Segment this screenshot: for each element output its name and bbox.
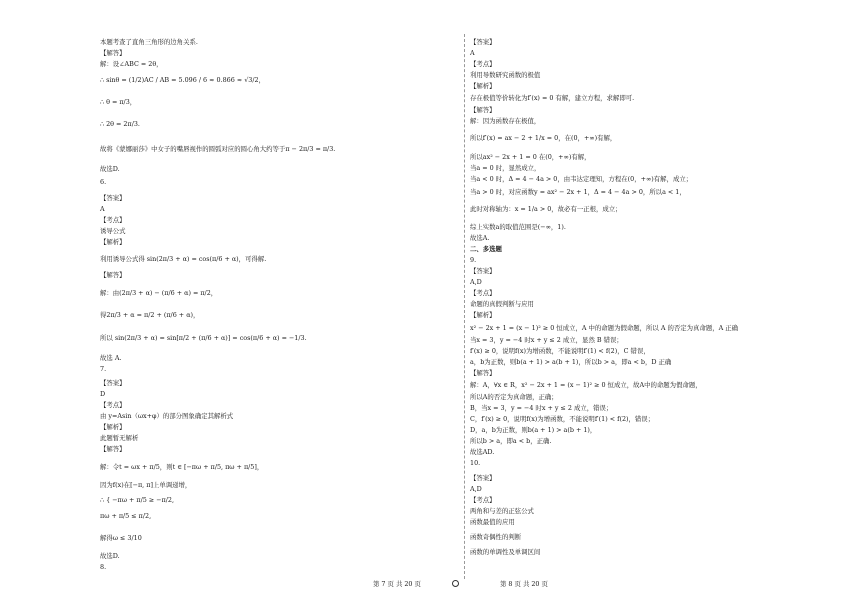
text-line: 【解析】 xyxy=(470,82,496,90)
text-line: 诱导公式 xyxy=(100,227,126,235)
text-line: 【解析】 xyxy=(470,311,496,319)
text-line: 二、多选题 xyxy=(470,245,502,253)
text-line: 解：由(2π/3 + α) − (π/6 + α) = π/2， xyxy=(100,289,218,297)
text-line: 由 y=Asin（ωx+φ）的部分图象确定其解析式 xyxy=(100,412,234,420)
text-line: ∴ θ = π/3， xyxy=(100,98,137,106)
text-line: 解：因为函数存在极值， xyxy=(470,117,541,125)
text-line: D xyxy=(100,390,106,398)
text-line: 【解析】 xyxy=(100,238,126,246)
text-line: 所以ax² − 2x + 1 = 0 在(0，+∞)有解， xyxy=(470,153,591,161)
text-line: 9. xyxy=(470,256,477,264)
text-line: 【解答】 xyxy=(100,49,126,57)
text-line: 所以A的否定为真命题，正确； xyxy=(470,393,558,401)
text-line: 故将《蒙娜丽莎》中女子的嘴唇视作的圆弧对应的圆心角大约等于π − 2π/3 = π/3. xyxy=(100,145,336,153)
text-line: 因为f(x)在[−π, π]上单调递增， xyxy=(100,481,192,489)
text-line: 得2π/3 + α = π/2 + (π/6 + α)， xyxy=(100,311,200,319)
text-line: a，b为正数，则b(a + 1) > a(b + 1)，所以b > a，即a < b，D 正确 xyxy=(470,358,672,366)
text-line: B，当x = 3，y = −4 时x + y ≤ 2 成立，错误； xyxy=(470,404,613,412)
text-line: 【考点】 xyxy=(470,60,496,68)
text-line: A,D xyxy=(470,278,482,286)
text-line: A,D xyxy=(470,485,482,493)
text-line: ∴ sinθ = (1/2)AC / AB = 5.096 / 6 ≈ 0.866 ≈ √3/2， xyxy=(100,76,265,84)
text-line: 当a > 0 时，对应函数y = ax² − 2x + 1，Δ = 4 − 4a > 0，所以a < 1， xyxy=(470,188,686,196)
text-line: 【考点】 xyxy=(100,401,126,409)
text-line: 函数最值的应用 xyxy=(470,518,515,526)
text-line: 本题考查了直角三角形的边角关系. xyxy=(100,38,198,46)
text-line: 命题的真假判断与应用 xyxy=(470,300,534,308)
text-line: 当x = 3，y = −4 时x + y ≤ 2 成立，显然 B 错误； xyxy=(470,336,623,344)
text-line: 【解答】 xyxy=(470,369,496,377)
text-line: 所以f′(x) = ax − 2 + 1/x = 0，在(0，+∞)有解， xyxy=(470,134,617,142)
text-line: 【答案】 xyxy=(470,38,496,46)
text-line: 函数奇偶性的判断 xyxy=(470,533,522,541)
text-line: 【解答】 xyxy=(470,106,496,114)
text-line: 存在极值等价转化为f′(x) = 0 有解，建立方程，求解即可. xyxy=(470,94,635,102)
binding-hole-icon xyxy=(452,580,459,587)
text-line: πω + π/5 ≤ π/2, xyxy=(100,512,152,520)
text-line: 所以b > a，即a < b，正确. xyxy=(470,437,552,445)
text-line: 当a = 0 时，显然成立， xyxy=(470,164,541,172)
text-line: 故选 A. xyxy=(100,354,122,362)
text-line: 【答案】 xyxy=(470,474,496,482)
text-line: 【考点】 xyxy=(100,216,126,224)
text-line: 当a < 0 时，Δ = 4 − 4a > 0，由韦达定理知，方程在(0，+∞)有解，成立； xyxy=(470,175,693,183)
text-line: 故选AD. xyxy=(470,448,495,456)
text-line: 所以 sin(2π/3 + α) = sin[π/2 + (π/6 + α)] = cos(π/6 + α) = −1/3. xyxy=(100,334,307,342)
text-line: 故选D. xyxy=(100,165,120,173)
left-page-footer: 第 7 页 共 20 页 xyxy=(373,580,421,588)
text-line: 函数的单调性及单调区间 xyxy=(470,548,541,556)
text-line: 10. xyxy=(470,459,481,467)
page-divider xyxy=(464,34,465,579)
text-line: D，a，b为正数，则b(a + 1) > a(b + 1)， xyxy=(470,426,597,434)
text-line: 【答案】 xyxy=(100,194,126,202)
text-line: 此时对称轴为：x = 1/a > 0，故必有一正根，成立； xyxy=(470,205,622,213)
text-line: x² − 2x + 1 = (x − 1)² ≥ 0 恒成立，A 中的命题为假命题，所以 A 的否定为真命题，A 正确 xyxy=(470,324,739,332)
text-line: 故选A. xyxy=(470,234,490,242)
text-line: 利用诱导公式得 sin(2π/3 + α) = cos(π/6 + α)，可得解. xyxy=(100,255,267,263)
text-line: 解：A，∀x ∈ R，x² − 2x + 1 = (x − 1)² ≥ 0 恒成立，故A中的命题为假命题， xyxy=(470,381,702,389)
text-line: 8. xyxy=(100,563,107,571)
text-line: 此题暂无解析 xyxy=(100,434,139,442)
text-line: 【考点】 xyxy=(470,496,496,504)
right-page-footer: 第 8 页 共 20 页 xyxy=(500,580,548,588)
text-line: 利用导数研究函数的极值 xyxy=(470,71,541,79)
text-line: 【答案】 xyxy=(100,379,126,387)
text-line: 【答案】 xyxy=(470,267,496,275)
text-line: 7. xyxy=(100,365,107,373)
text-line: 【考点】 xyxy=(470,289,496,297)
text-line: A xyxy=(470,49,475,57)
text-line: 解：设∠ABC = 2θ， xyxy=(100,60,163,68)
text-line: 【解答】 xyxy=(100,271,126,279)
text-line: C，f′(x) ≥ 0，说明f(x)为增函数，不能说明f′(1) < f(2)，错误； xyxy=(470,415,655,423)
text-line: 6. xyxy=(100,178,107,186)
text-line: f′(x) ≥ 0，说明f(x)为增函数，不能说明f′(1) < f(2)，C 错误， xyxy=(470,347,650,355)
text-line: 综上实数a的取值范围是(−∞，1). xyxy=(470,223,566,231)
text-line: 解：令t = ωx + π/5，则t ∈ [−πω + π/5, πω + π/5]， xyxy=(100,463,264,471)
text-line: 【解答】 xyxy=(100,445,126,453)
text-line: A xyxy=(100,205,105,213)
text-line: 解得ω ≤ 3/10 xyxy=(100,534,142,542)
text-line: 故选D. xyxy=(100,552,120,560)
text-line: ∴ 2θ = 2π/3. xyxy=(100,120,140,128)
text-line: 两角和与差的正弦公式 xyxy=(470,507,534,515)
text-line: 【解析】 xyxy=(100,423,126,431)
text-line: ∴ { −πω + π/5 ≥ −π/2, xyxy=(100,496,175,504)
